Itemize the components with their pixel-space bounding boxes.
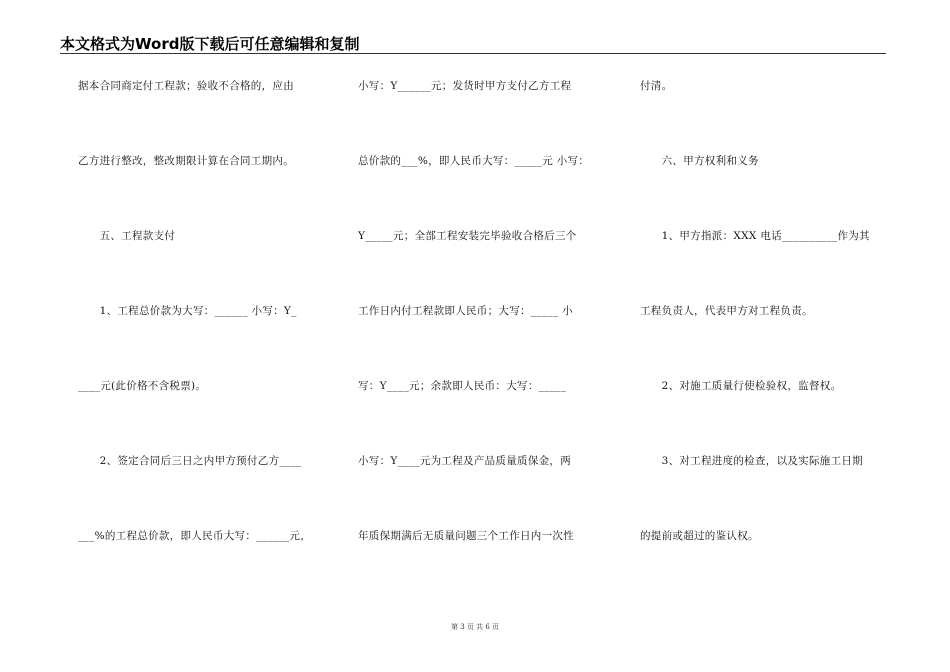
header-divider xyxy=(60,53,886,54)
text-line: 工作日内付工程款即人民币；大写：_____ 小 xyxy=(358,305,573,317)
text-line: 1、甲方指派：XXX 电话__________作为其 xyxy=(640,230,870,242)
text-line: 工程负责人，代表甲方对工程负责。 xyxy=(640,305,813,317)
page-number-footer: 第 3 页 共 6 页 xyxy=(450,623,500,631)
text-line: 写：Y____元；余款即人民币：大写：_____ xyxy=(358,380,567,392)
text-line: 据本合同商定付工程款；验收不合格的，应由 xyxy=(78,80,294,92)
text-line: 年质保期满后无质量问题三个工作日内一次性 xyxy=(358,530,574,542)
text-line: ____元(此价格不含税票)。 xyxy=(78,380,207,392)
text-line: 2、签定合同后三日之内甲方预付乙方____ xyxy=(78,455,302,467)
text-line: 总价款的___%，即人民币大写：_____元 小写： xyxy=(358,155,590,167)
text-line: 付清。 xyxy=(640,80,673,92)
text-line: 乙方进行整改，整改期限计算在合同工期内。 xyxy=(78,155,294,167)
text-line: 五、工程款支付 xyxy=(78,230,176,242)
text-line: 3、对工程进度的检查，以及实际施工日期 xyxy=(640,455,863,467)
text-line: ___%的工程总价款，即人民币大写：______元， xyxy=(78,530,312,542)
text-line: 的提前或超过的鉴认权。 xyxy=(640,530,759,542)
text-line: 1、工程总价款为大写：______ 小写：Y_ xyxy=(78,305,297,317)
text-line: 六、甲方权利和义务 xyxy=(640,155,759,167)
header-title: 本文格式为Word版下载后可任意编辑和复制 xyxy=(60,35,360,53)
text-line: 小写：Y______元；发货时甲方支付乙方工程 xyxy=(358,80,572,92)
text-line: 小写：Y____元为工程及产品质量质保金，两 xyxy=(358,455,572,467)
text-line: 2、对施工质量行使检验权，监督权。 xyxy=(640,380,842,392)
text-line: Y_____元；全部工程安装完毕验收合格后三个 xyxy=(358,230,577,242)
